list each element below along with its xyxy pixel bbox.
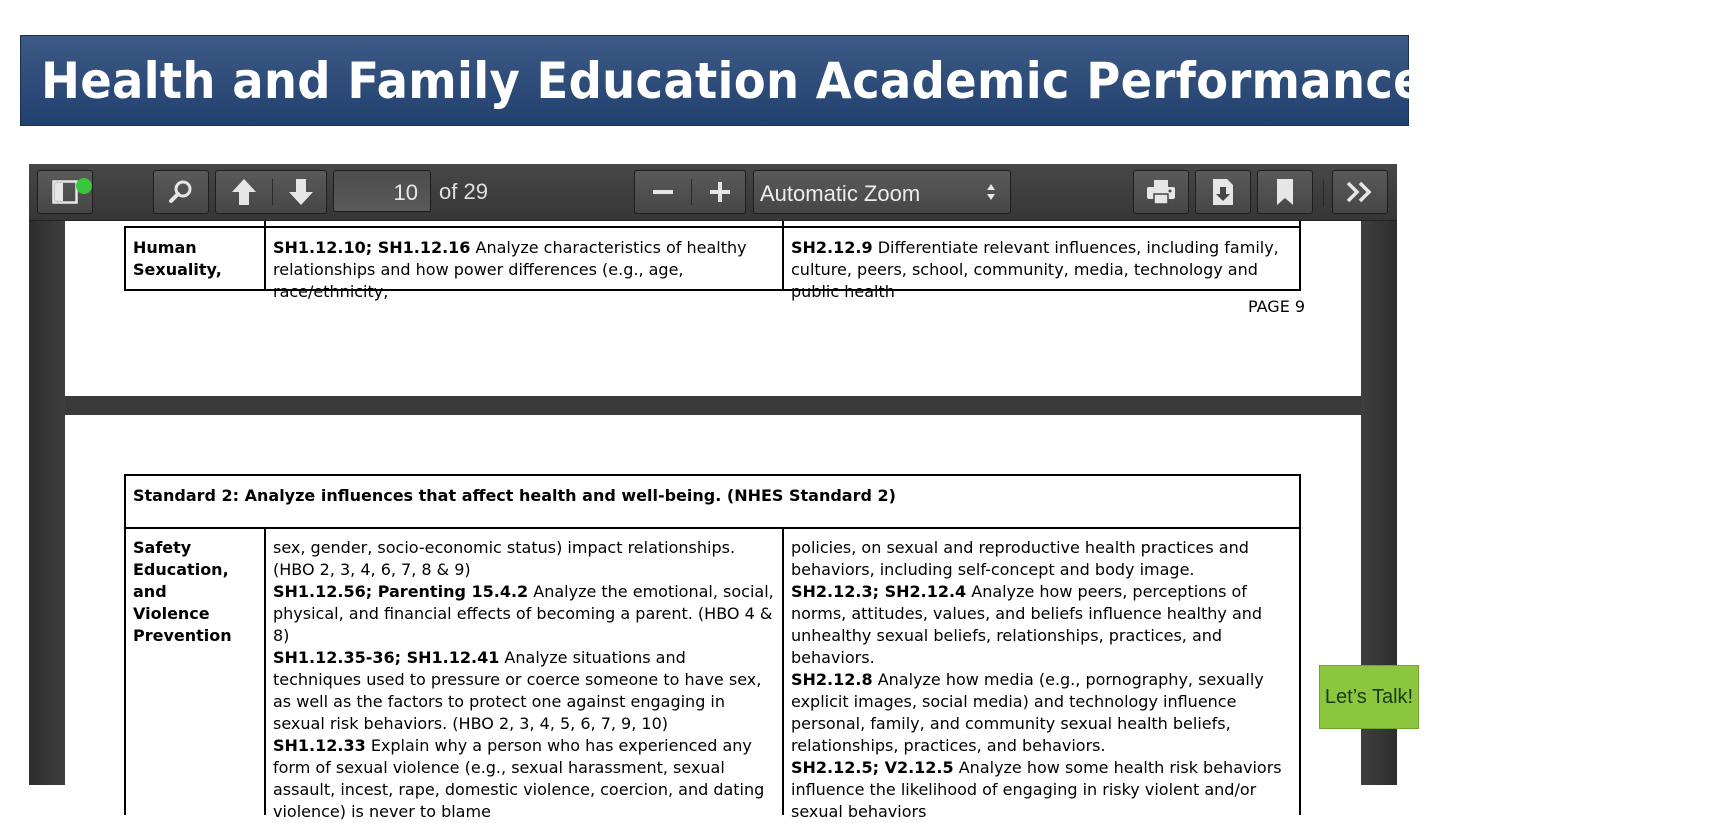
sidebar-toggle-icon (52, 180, 78, 204)
bookmark-icon (1276, 178, 1294, 206)
standard-cell (273, 537, 778, 823)
zoom-select[interactable] (753, 170, 1011, 214)
standard-code: SH1.12.33 (273, 736, 366, 755)
next-page-icon (288, 178, 314, 206)
bookmark-button[interactable] (1257, 170, 1313, 214)
standard-code: SH2.12.5; V2.12.5 (791, 758, 954, 777)
banner-title: Health and Family Education Academic Performance Standards (41, 52, 1713, 110)
standard-cell (273, 237, 778, 303)
standard-text: Explain why a person who has experienced any form of sexual violence (e.g., sexual harassment, sexual assault, incest, rape, domestic violence, coercion, and dating violence) is never to blame (273, 736, 765, 821)
viewer-left-gutter (29, 221, 65, 785)
row-label-line: Violence (133, 604, 210, 623)
previous-page-button[interactable] (216, 171, 272, 213)
standard-text: Analyze how media (e.g., pornography, sexually explicit images, social media) and technology influence personal, family, and community sexual health beliefs, relationships, practices, and behaviors. (791, 670, 1264, 755)
tools-button[interactable] (1332, 170, 1388, 214)
lets-talk-button[interactable] (1319, 665, 1419, 729)
standard-item (791, 757, 1296, 823)
select-arrows-icon (986, 183, 996, 201)
download-icon (1211, 178, 1235, 206)
table-border (124, 474, 126, 815)
table-border (1299, 221, 1301, 291)
row-label-line: Safety (133, 538, 192, 557)
standard-text: policies, on sexual and reproductive health practices and behaviors, including self-concept and body image. (791, 538, 1249, 579)
standard-code: SH1.12.10; SH1.12.16 (273, 238, 471, 257)
standard-code: SH1.12.35-36; SH1.12.41 (273, 648, 500, 667)
page-number-input[interactable]: 10 (333, 170, 431, 212)
table-border (264, 527, 266, 815)
page-nav-group (215, 170, 327, 214)
tools-icon (1346, 181, 1374, 203)
standard-text: Analyze the emotional, social, physical, and financial effects of becoming a parent. (HBO 4 & 8) (273, 582, 774, 645)
table-border (782, 221, 784, 291)
zoom-out-button[interactable] (635, 171, 691, 213)
standard-cell (791, 237, 1296, 303)
standard-item (273, 581, 778, 647)
zoom-select-value: Automatic Zoom (760, 181, 921, 206)
zoom-out-icon (652, 181, 674, 203)
row-label: Human Sexuality, (133, 238, 222, 279)
sidebar-toggle-button[interactable] (37, 170, 93, 214)
lets-talk-label: Let’s Talk! (1324, 685, 1414, 708)
table-border (264, 221, 266, 291)
print-button[interactable] (1133, 170, 1189, 214)
previous-page-icon (231, 178, 257, 206)
standard-code: SH2.12.3; SH2.12.4 (791, 582, 967, 601)
zoom-group (634, 170, 746, 214)
print-icon (1146, 179, 1176, 205)
table-border (124, 474, 1301, 476)
page-count: of 29 (439, 179, 488, 204)
standard-code: SH1.12.56; Parenting 15.4.2 (273, 582, 529, 601)
status-dot (76, 178, 92, 194)
pdf-page-10 (65, 415, 1361, 821)
search-icon (168, 179, 194, 205)
table-border (124, 527, 1301, 529)
standard-text: Analyze how peers, perceptions of norms, attitudes, values, and beliefs influence healthy and unhealthy sexual beliefs, relationships, practices, and behaviors. (791, 582, 1263, 667)
row-label (133, 537, 261, 647)
toolbar-separator (1323, 180, 1324, 206)
table-border (124, 226, 1301, 228)
standard-header: Standard 2: Analyze influences that affect health and well-being. (NHES Standard 2) (133, 486, 896, 505)
standard-cell (791, 537, 1296, 823)
find-button[interactable] (153, 170, 209, 214)
title-banner (20, 35, 1713, 126)
standard-item (791, 669, 1296, 757)
row-label-line: Prevention (133, 626, 232, 645)
standard-text: Differentiate relevant influences, including family, culture, peers, school, community, media, technology and public health (791, 238, 1279, 301)
standard-text: sex, gender, socio-economic status) impact relationships. (HBO 2, 3, 4, 6, 7, 8 & 9) (273, 538, 736, 579)
standard-item (791, 581, 1296, 669)
zoom-in-icon (709, 181, 731, 203)
standard-code: SH2.12.9 (791, 238, 873, 257)
standard-text: Analyze how some health risk behaviors influence the likelihood of engaging in risky violent and/or sexual behaviors (791, 758, 1282, 821)
standard-item (273, 647, 778, 735)
row-label-line: Education, and (133, 560, 229, 601)
standard-text: Analyze characteristics of healthy relationships and how power differences (e.g., age, race/ethnicity, (273, 238, 747, 301)
standard-item (273, 537, 778, 581)
zoom-in-button[interactable] (692, 171, 747, 213)
table-border (124, 226, 126, 291)
viewer-toolbar (29, 164, 1397, 221)
standard-item (791, 537, 1296, 581)
standard-text: Analyze situations and techniques used to pressure or coerce someone to have sex, as well as the factors to protect one against engaging in sexual risk behaviors. (HBO 2, 3, 4, 5, 6, 7, 9, 10) (273, 648, 762, 733)
page-footer: PAGE 9 (1248, 297, 1306, 316)
standard-code: SH2.12.8 (791, 670, 873, 689)
pdf-page-9 (65, 221, 1361, 396)
download-button[interactable] (1195, 170, 1251, 214)
next-page-button[interactable] (273, 171, 328, 213)
standard-item (273, 735, 778, 823)
pdf-viewer (29, 164, 1397, 821)
table-border (782, 527, 784, 815)
table-border (1299, 474, 1301, 815)
